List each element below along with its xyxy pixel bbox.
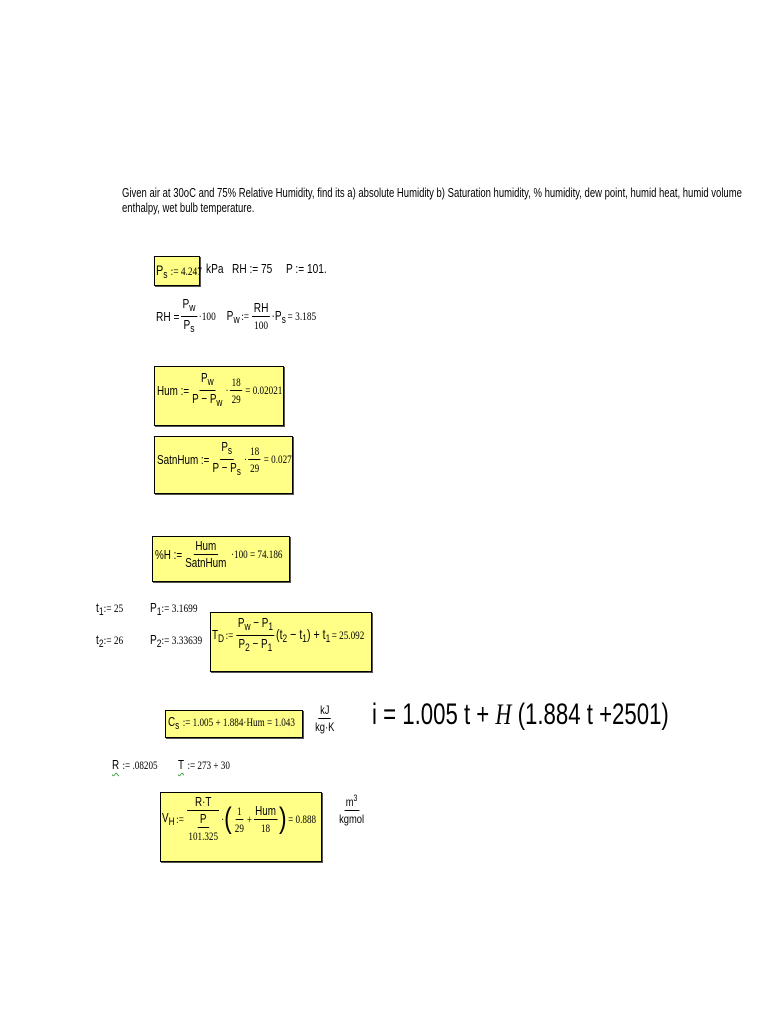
p1-assignment: $P_1:= 3.1699$ bbox=[150, 600, 198, 618]
hum-equation: Hum := $\frac{P_w}{P - P_w}$ · $\frac{18}{29}$ = 0.02021 bbox=[157, 370, 283, 409]
gas-constants bbox=[112, 756, 230, 774]
rh-lhs: RH = bbox=[156, 309, 180, 324]
cs-lhs: $C_s$ bbox=[168, 714, 180, 732]
satnhum-result: = 0.027 bbox=[263, 452, 292, 466]
satnhum-lhs: SatnHum := bbox=[157, 452, 210, 467]
vh-lhs: $V_H$ bbox=[162, 810, 175, 828]
problem-statement bbox=[122, 186, 768, 216]
p-assignment: P := 101. bbox=[286, 261, 327, 276]
hum-fraction: $\frac{P_w}{P - P_w}$ bbox=[192, 370, 223, 409]
td-lhs: $T_D$ bbox=[212, 626, 225, 645]
vh-fraction: R·T P 101.325 bbox=[188, 794, 219, 843]
pw-fraction: $\frac{RH}{100}$ bbox=[253, 300, 269, 332]
td-paren-term: $(t_2 - t_1) + t_1$ bbox=[276, 626, 331, 645]
rh-definition: RH = $\frac{P_w}{P_s}$ ·100 $P_w$ := $\frac{RH}{100}$ $\cdot P_s$ = 3.185 bbox=[156, 296, 317, 335]
percent-h-fraction: $\frac{\text{Hum}}{\text{SatnHum}}$ bbox=[185, 538, 227, 570]
td-result: = 25.092 bbox=[331, 628, 365, 642]
hum-result: = 0.02021 bbox=[245, 383, 283, 397]
enthalpy-equation: i = 1.005 t + H (1.884 t +2501) bbox=[372, 698, 669, 731]
hum-lhs: Hum := bbox=[157, 383, 190, 398]
rh-assignment: RH := 75 bbox=[232, 261, 273, 276]
dew-point-equation: $T_D$ := $\frac{P_w - P_1}{P_2 - P_1}$ $(t_2 - t_1) + t_1$ = 25.092 bbox=[212, 615, 365, 654]
percent-h-result: ·100 = 74.186 bbox=[230, 547, 283, 561]
rh-fraction: $\frac{P_w}{P_s}$ bbox=[182, 296, 196, 335]
humidity-symbol: H bbox=[495, 698, 512, 731]
t1-assignment: $t_1:= 25$ bbox=[96, 600, 124, 618]
pw-result: = 3.185 bbox=[287, 309, 317, 323]
t-variable: T bbox=[178, 757, 185, 772]
humid-volume-equation: $V_H$ := R·T P 101.325 · ( $\frac{1}{29}$ + $\frac{\text{Hum}}{18}$ ) = 0.888 bbox=[162, 794, 317, 843]
percent-humidity-equation bbox=[155, 538, 325, 571]
satnhum-equation: SatnHum := $\frac{P_s}{P - P_s}$ · $\frac{18}{29}$ = 0.027 bbox=[157, 439, 292, 478]
problem-line-1: Given air at 30oC and 75% Relative Humidity, find its a) absolute Humidity b) Saturation humidity, % humidity, dew point, humid heat, humid volume bbox=[122, 186, 742, 200]
vh-frac-b: $\frac{\text{Hum}}{18}$ bbox=[255, 802, 276, 835]
r-value: := .08205 bbox=[122, 758, 158, 772]
percent-h-lhs: %H := bbox=[155, 547, 183, 562]
vh-result: = 0.888 bbox=[288, 811, 317, 826]
pw-lhs: $P_w$ bbox=[226, 307, 240, 326]
satnhum-factor: $\frac{18}{29}$ bbox=[250, 444, 260, 475]
p2-assignment: $P_2:= 3.33639$ bbox=[150, 632, 203, 650]
t-value: := 273 + 30 bbox=[187, 758, 230, 772]
td-fraction: $\frac{P_w - P_1}{P_2 - P_1}$ bbox=[237, 615, 274, 654]
cs-unit: $\frac{kJ}{kg\cdot K}$ bbox=[315, 703, 335, 734]
humid-heat-equation bbox=[168, 713, 295, 732]
problem-line-2: enthalpy, wet bulb temperature. bbox=[122, 201, 255, 215]
ps-unit: kPa bbox=[206, 261, 224, 276]
t2-assignment: $t_2:= 26$ bbox=[96, 632, 124, 650]
cs-assignment: := 1.005 + 1.884·Hum = 1.043 bbox=[182, 715, 295, 729]
satnhum-fraction: $\frac{P_s}{P - P_s}$ bbox=[212, 439, 241, 478]
vh-frac-a: $\frac{1}{29}$ bbox=[234, 803, 244, 835]
rh-times-100: ·100 bbox=[198, 309, 216, 323]
ps-variable: $P_s$ := 4.247 bbox=[156, 261, 202, 281]
ps-assignment: := 4.247 bbox=[170, 263, 202, 278]
vh-unit: $\frac{m^3}{\text{kgmol}}$ bbox=[336, 790, 367, 827]
r-variable: R bbox=[112, 757, 120, 772]
hum-factor: $\frac{18}{29}$ bbox=[231, 375, 241, 406]
